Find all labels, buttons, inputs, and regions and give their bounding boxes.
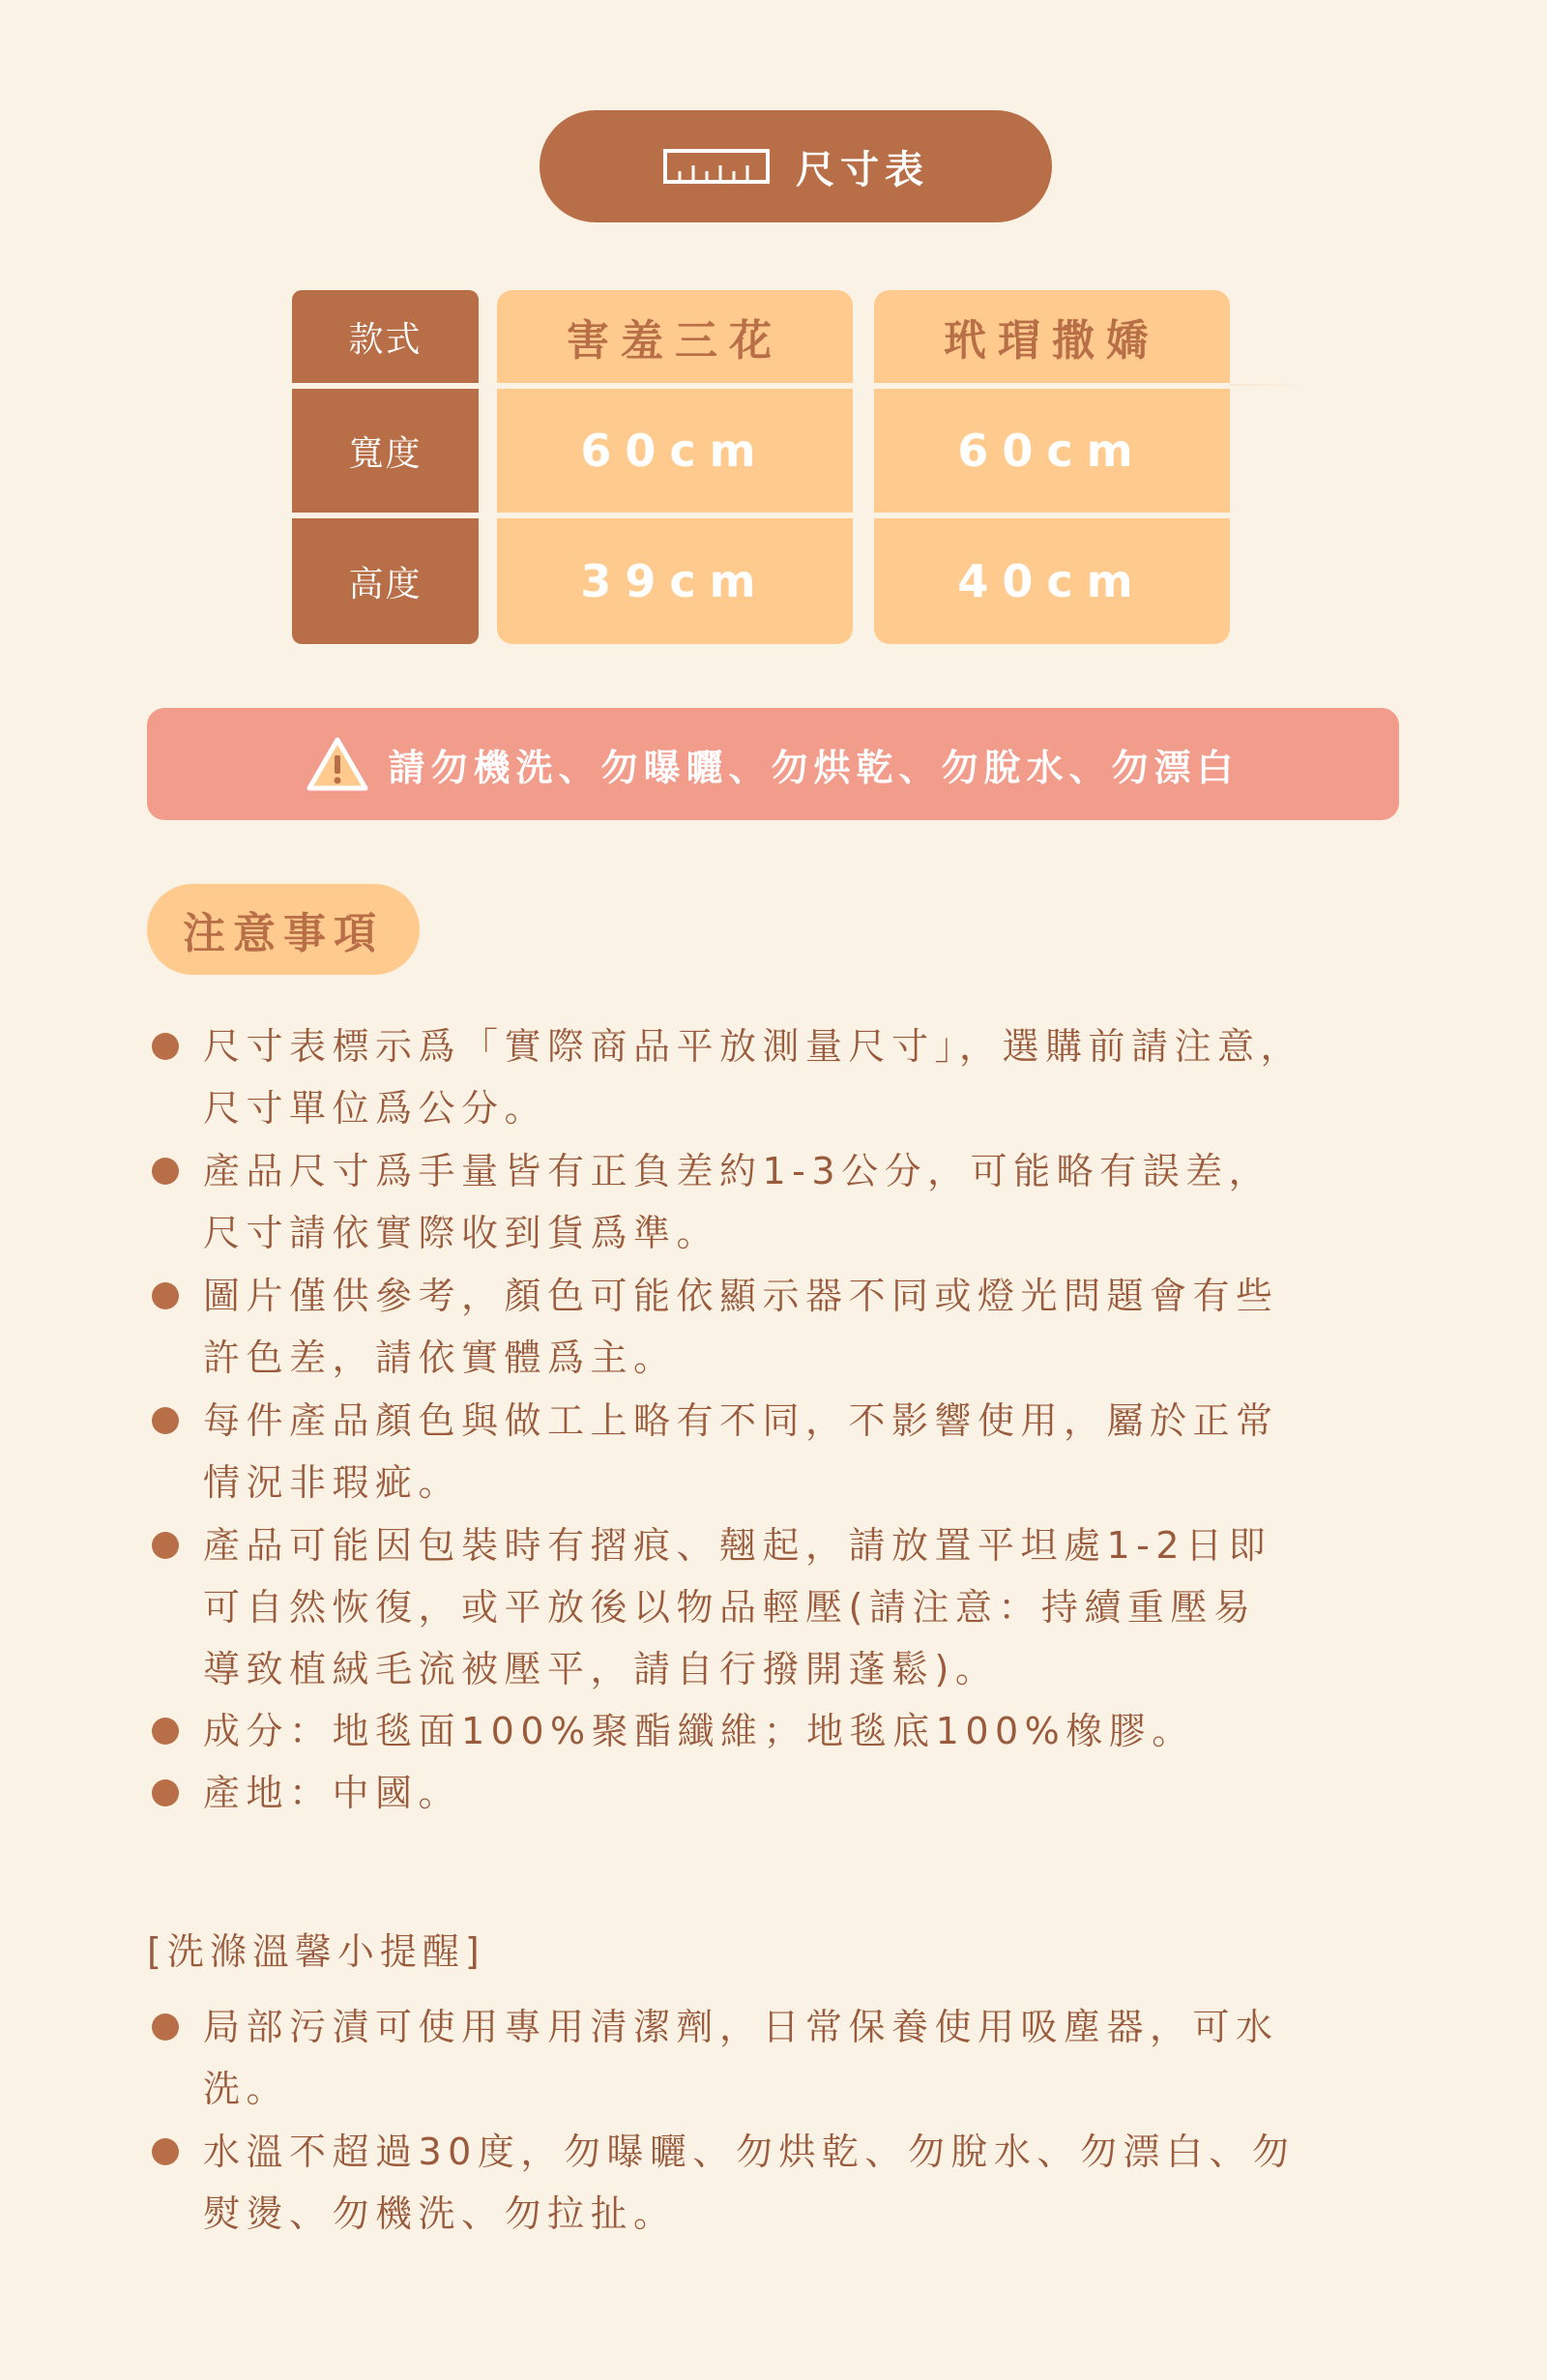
care-warning-text: 請勿機洗、勿曝曬、勿烘乾、勿脫水、勿漂白 (388, 746, 1240, 789)
list-item-line: 每件產品顏色與做工上略有不同，不影響使用，屬於正常 (203, 1399, 1279, 1442)
column-2-style: 玳瑁撒嬌 (944, 316, 1160, 366)
bullet-dot (152, 1282, 179, 1309)
row-label-height: 高度 (292, 518, 479, 644)
notice-heading: 注意事項 (147, 884, 420, 975)
row-label-style: 款式 (292, 290, 479, 383)
table-column-2 (874, 290, 1230, 644)
bullet-dot (152, 1158, 179, 1185)
list-item-line: 產品可能因包裝時有摺痕、翹起，請放置平坦處1-2日即 (203, 1524, 1272, 1567)
list-item-line: 許色差，請依實體爲主。 (203, 1337, 677, 1379)
bullet-dot (152, 2013, 179, 2041)
bullet-dot (152, 1718, 179, 1745)
size-chart-title-text: 尺寸表 (796, 147, 929, 192)
list-item-line: 尺寸請依實際收到貨爲準。 (203, 1212, 720, 1254)
list-item-line: 產地：中國。 (203, 1772, 462, 1814)
bullet-dot (152, 1033, 179, 1060)
list-item-line: 局部污漬可使用專用清潔劑，日常保養使用吸塵器，可水 (203, 2006, 1279, 2048)
care-warning-banner (147, 708, 1399, 820)
row-label-width: 寬度 (292, 389, 479, 513)
list-item-line: 水溫不超過30度，勿曝曬、勿烘乾、勿脫水、勿漂白、勿 (203, 2130, 1296, 2173)
list-item-line: 洗。 (203, 2068, 290, 2110)
column-1-height: 39cm (580, 555, 770, 607)
list-item-line: 導致植絨毛流被壓平，請自行撥開蓬鬆)。 (203, 1648, 999, 1690)
column-2-width: 60cm (957, 425, 1147, 477)
list-item-line: 圖片僅供參考，顏色可能依顯示器不同或燈光問題會有些 (203, 1275, 1279, 1317)
ruler-icon (662, 148, 771, 185)
warning-icon (306, 736, 368, 792)
size-chart-title (540, 110, 1052, 222)
list-item-line: 可自然恢復，或平放後以物品輕壓(請注意：持續重壓易 (203, 1586, 1257, 1629)
column-1-style: 害羞三花 (567, 316, 783, 366)
list-item-line: 尺寸單位爲公分。 (203, 1087, 548, 1130)
bullet-dot (152, 1532, 179, 1559)
bullet-dot (152, 2138, 179, 2165)
list-item-line: 成分：地毯面100%聚酯纖維；地毯底100%橡膠。 (203, 1710, 1195, 1752)
list-item-line: 熨燙、勿機洗、勿拉扯。 (203, 2192, 677, 2235)
decorative-line (1230, 384, 1307, 386)
list-item-line: 產品尺寸爲手量皆有正負差約1-3公分，可能略有誤差， (203, 1150, 1272, 1192)
column-1-width: 60cm (580, 425, 770, 477)
list-item-line: 尺寸表標示爲「實際商品平放測量尺寸」，選購前請注意， (203, 1025, 1304, 1068)
column-2-height: 40cm (957, 555, 1147, 607)
bullet-dot (152, 1407, 179, 1434)
bullet-dot (152, 1779, 179, 1807)
care-reminder-heading: [洗滌溫馨小提醒] (147, 1930, 485, 1973)
list-item-line: 情況非瑕疵。 (203, 1461, 462, 1504)
table-column-1 (497, 290, 853, 644)
